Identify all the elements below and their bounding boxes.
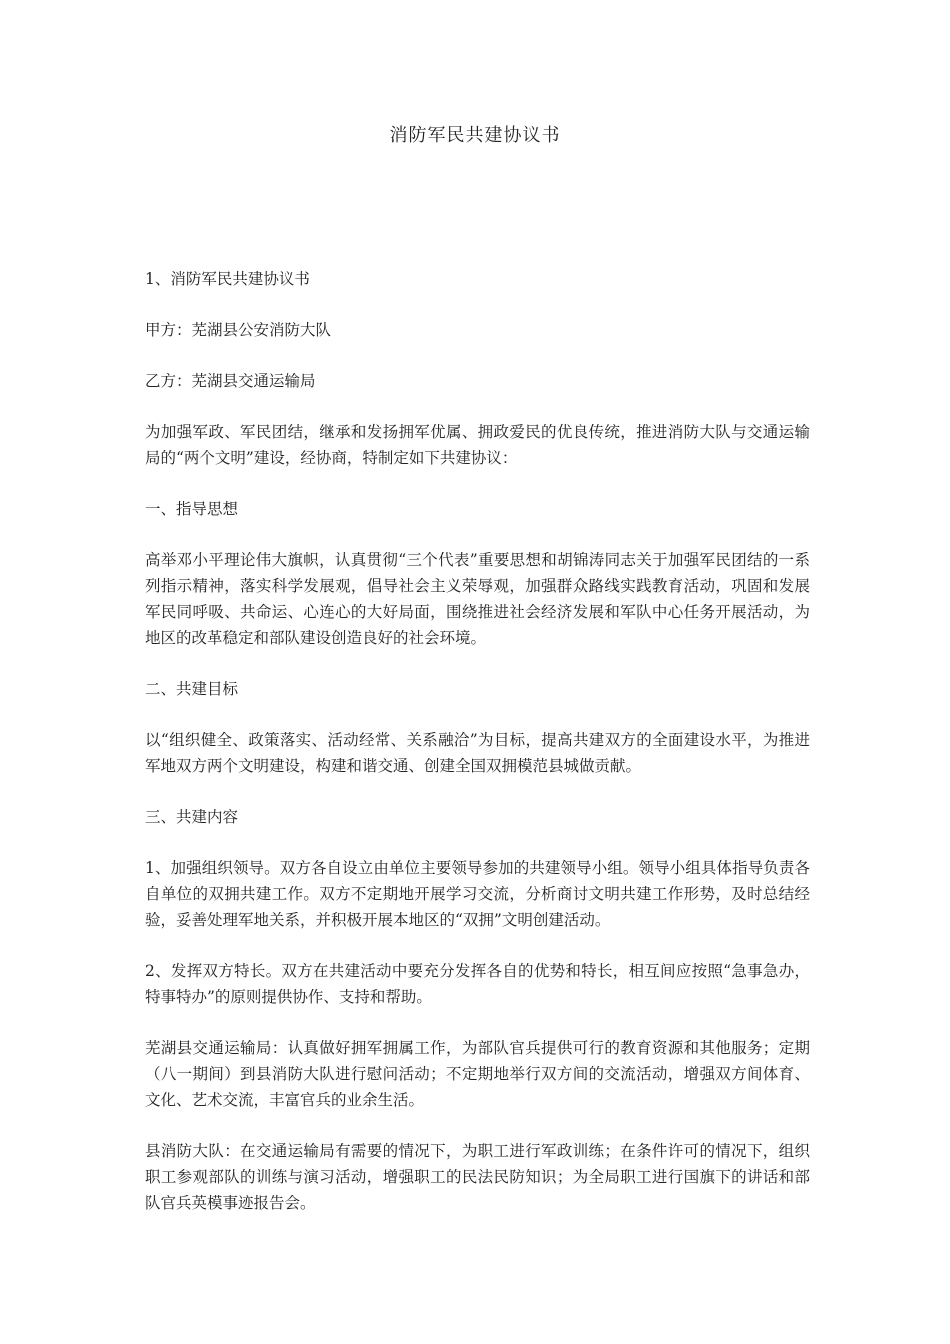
- section-heading-content: 三、共建内容: [145, 808, 239, 826]
- document-body: [145, 266, 810, 1241]
- section-heading-item-1: 1、消防军民共建协议书: [145, 270, 310, 288]
- preamble-paragraph: 为加强军政、军民团结，继承和发扬拥军优属、拥政爱民的优良传统，推进消防大队与交通运输局的“两个文明”建设，经协商，特制定如下共建协议：: [145, 423, 810, 467]
- section-heading-goals: 二、共建目标: [145, 680, 239, 698]
- document-title: 消防军民共建协议书: [389, 125, 561, 146]
- content-item-1-paragraph: 1、加强组织领导。双方各自设立由单位主要领导参加的共建领导小组。领导小组具体指导负责各自单位的双拥共建工作。双方不定期地开展学习交流，分析商讨文明共建工作形势，及时总结经验，妥善处理军地关系，并积极开展本地区的“双拥”文明创建活动。: [145, 859, 810, 929]
- fire-brigade-duties-paragraph: 县消防大队：在交通运输局有需要的情况下，为职工进行军政训练；在条件许可的情况下，组织职工参观部队的训练与演习活动，增强职工的民法民防知识；为全局职工进行国旗下的讲话和部队官兵英模事迹报告会。: [145, 1142, 810, 1212]
- content-item-2-paragraph: 2、发挥双方特长。双方在共建活动中要充分发挥各自的优势和特长，相互间应按照“急事急办，特事特办”的原则提供协作、支持和帮助。: [145, 962, 810, 1006]
- goals-paragraph: 以“组织健全、政策落实、活动经常、关系融洽”为目标，提高共建双方的全面建设水平，为推进军地双方两个文明建设，构建和谐交通、创建全国双拥模范县城做贡献。: [145, 731, 810, 775]
- party-b-line: 乙方：芜湖县交通运输局: [145, 372, 316, 390]
- party-a-line: 甲方：芜湖县公安消防大队: [145, 321, 332, 339]
- guiding-principle-paragraph: 高举邓小平理论伟大旗帜，认真贯彻“三个代表”重要思想和胡锦涛同志关于加强军民团结的一系列指示精神，落实科学发展观，倡导社会主义荣辱观，加强群众路线实践教育活动，巩固和发展军民同呼吸、共命运、心连心的大好局面，围绕推进社会经济发展和军队中心任务开展活动，为地区的改革稳定和部队建设创造良好的社会环境。: [145, 551, 810, 647]
- section-heading-guiding-principle: 一、指导思想: [145, 500, 239, 518]
- transport-bureau-duties-paragraph: 芜湖县交通运输局：认真做好拥军拥属工作，为部队官兵提供可行的教育资源和其他服务；定期（八一期间）到县消防大队进行慰问活动；不定期地举行双方间的交流活动，增强双方间体育、文化、艺术交流，丰富官兵的业余生活。: [145, 1039, 810, 1109]
